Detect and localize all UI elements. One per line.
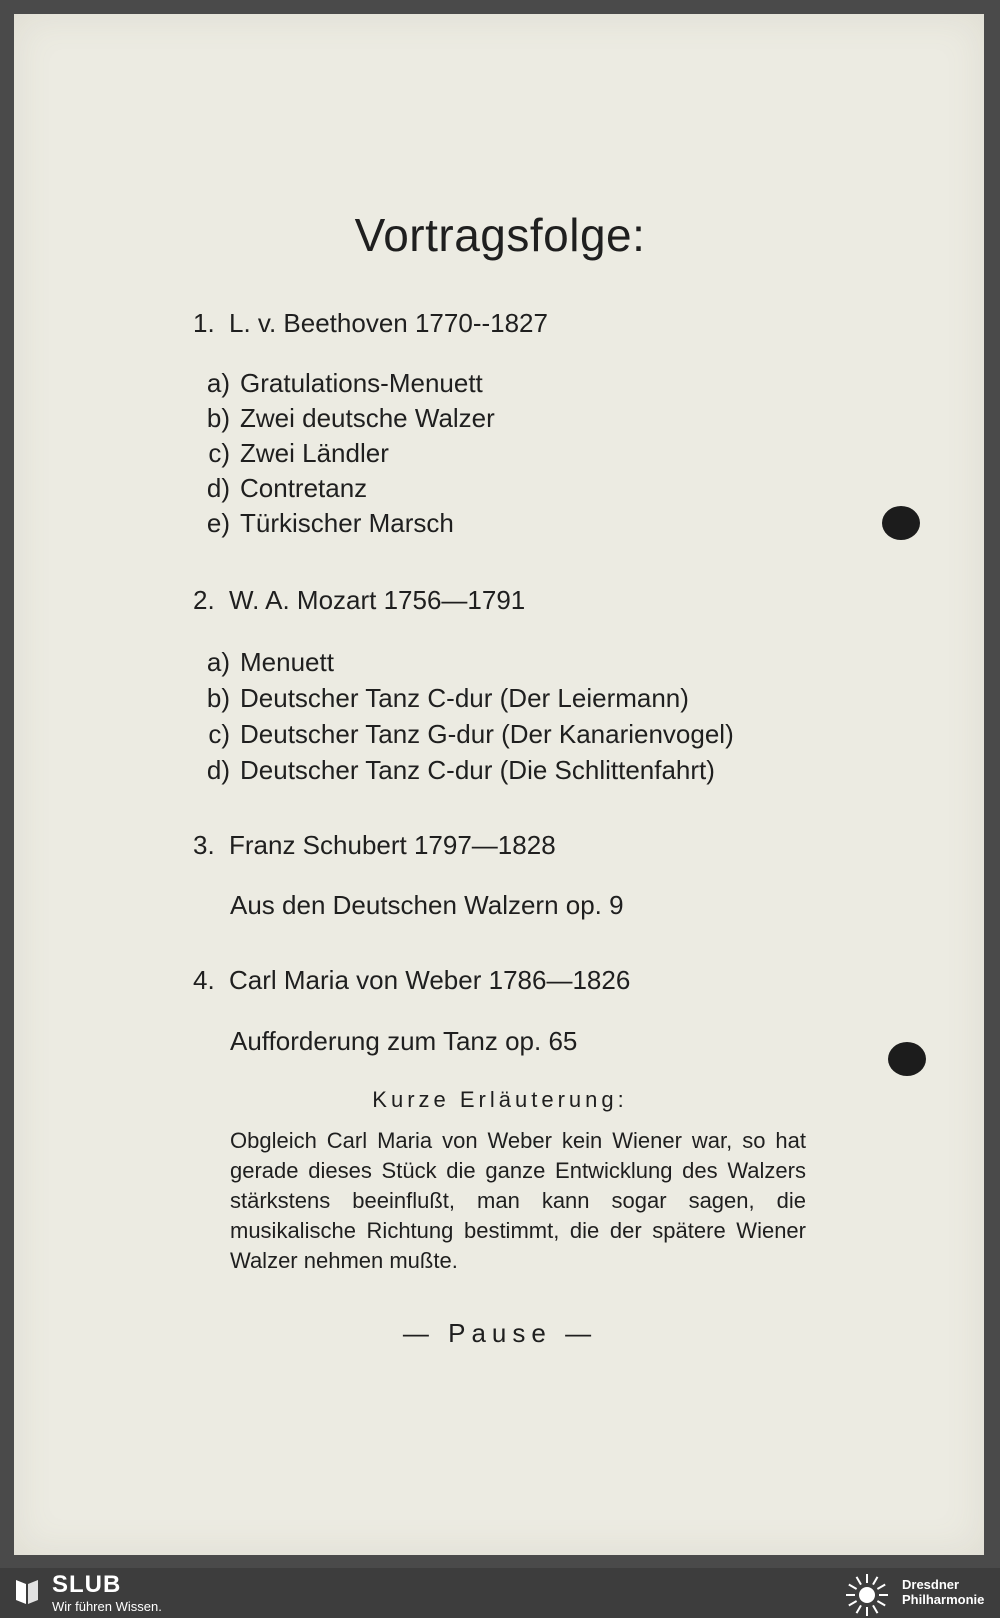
piece-title: Aus den Deutschen Walzern op. 9 xyxy=(230,890,624,920)
entry-number: 2. xyxy=(193,585,215,615)
slub-tagline: Wir führen Wissen. xyxy=(52,1599,162,1614)
list-item xyxy=(190,473,367,504)
philharmonie-logo-text xyxy=(902,1577,984,1607)
entry-number: 3. xyxy=(193,830,215,860)
list-item xyxy=(190,438,389,469)
philharmonie-name-line1: Dresdner xyxy=(902,1577,960,1592)
program-entry-heading xyxy=(193,585,525,616)
piece-title: Zwei Ländler xyxy=(240,438,389,468)
item-letter: c) xyxy=(208,438,230,468)
note-text: Obgleich Carl Maria von Weber kein Wiener war, so hat gerade dieses Stück die ganze Entwicklung des Walzers stärkstens beeinflußt, man kann sogar sagen, die musikalische Richtung bestimmt, die der spätere Wiener Walzer nehmen mußte. xyxy=(230,1128,806,1273)
item-letter: e) xyxy=(206,508,230,538)
page-title: Vortragsfolge: xyxy=(354,209,646,261)
item-letter: d) xyxy=(206,473,230,503)
piece-title: Gratulations-Menuett xyxy=(240,368,483,398)
pause-label: — Pause — xyxy=(402,1318,598,1348)
piece-title: Contretanz xyxy=(240,473,368,503)
composer-name: Carl Maria von Weber 1786—1826 xyxy=(229,965,631,995)
item-letter: c) xyxy=(208,719,230,749)
program-entry-heading xyxy=(193,830,556,861)
list-item xyxy=(190,647,334,678)
sunburst-logo-icon xyxy=(844,1572,890,1618)
philharmonie-name-line2: Philharmonie xyxy=(902,1592,985,1607)
piece-title: Türkischer Marsch xyxy=(240,508,454,538)
list-item xyxy=(190,403,495,434)
piece-title: Aufforderung zum Tanz op. 65 xyxy=(230,1026,578,1056)
piece-title: Zwei deutsche Walzer xyxy=(240,403,495,433)
piece-title: Deutscher Tanz C-dur (Die Schlittenfahrt) xyxy=(240,755,715,785)
list-item xyxy=(190,683,689,714)
piece-title: Deutscher Tanz G-dur (Der Kanarienvogel) xyxy=(240,719,734,749)
composer-name: Franz Schubert 1797—1828 xyxy=(229,830,556,860)
note-heading: Kurze Erläuterung: xyxy=(372,1087,628,1112)
program-entry-heading xyxy=(193,965,630,996)
composer-name: L. v. Beethoven 1770--1827 xyxy=(229,308,548,338)
item-letter: b) xyxy=(206,403,230,433)
piece-title: Menuett xyxy=(240,647,334,677)
list-item xyxy=(190,719,734,750)
piece-title: Deutscher Tanz C-dur (Der Leiermann) xyxy=(240,683,689,713)
item-letter: a) xyxy=(206,647,230,677)
item-letter: d) xyxy=(206,755,230,785)
program-entry-heading xyxy=(193,308,548,339)
entry-number: 4. xyxy=(193,965,215,995)
entry-number: 1. xyxy=(193,308,215,338)
footer-bar xyxy=(0,1568,1000,1618)
item-letter: a) xyxy=(206,368,230,398)
book-icon xyxy=(14,1576,40,1606)
composer-name: W. A. Mozart 1756—1791 xyxy=(229,585,526,615)
slub-logo-text: SLUB xyxy=(52,1571,122,1598)
item-letter: b) xyxy=(206,683,230,713)
list-item xyxy=(190,755,715,786)
list-item xyxy=(190,508,454,539)
list-item xyxy=(190,368,483,399)
